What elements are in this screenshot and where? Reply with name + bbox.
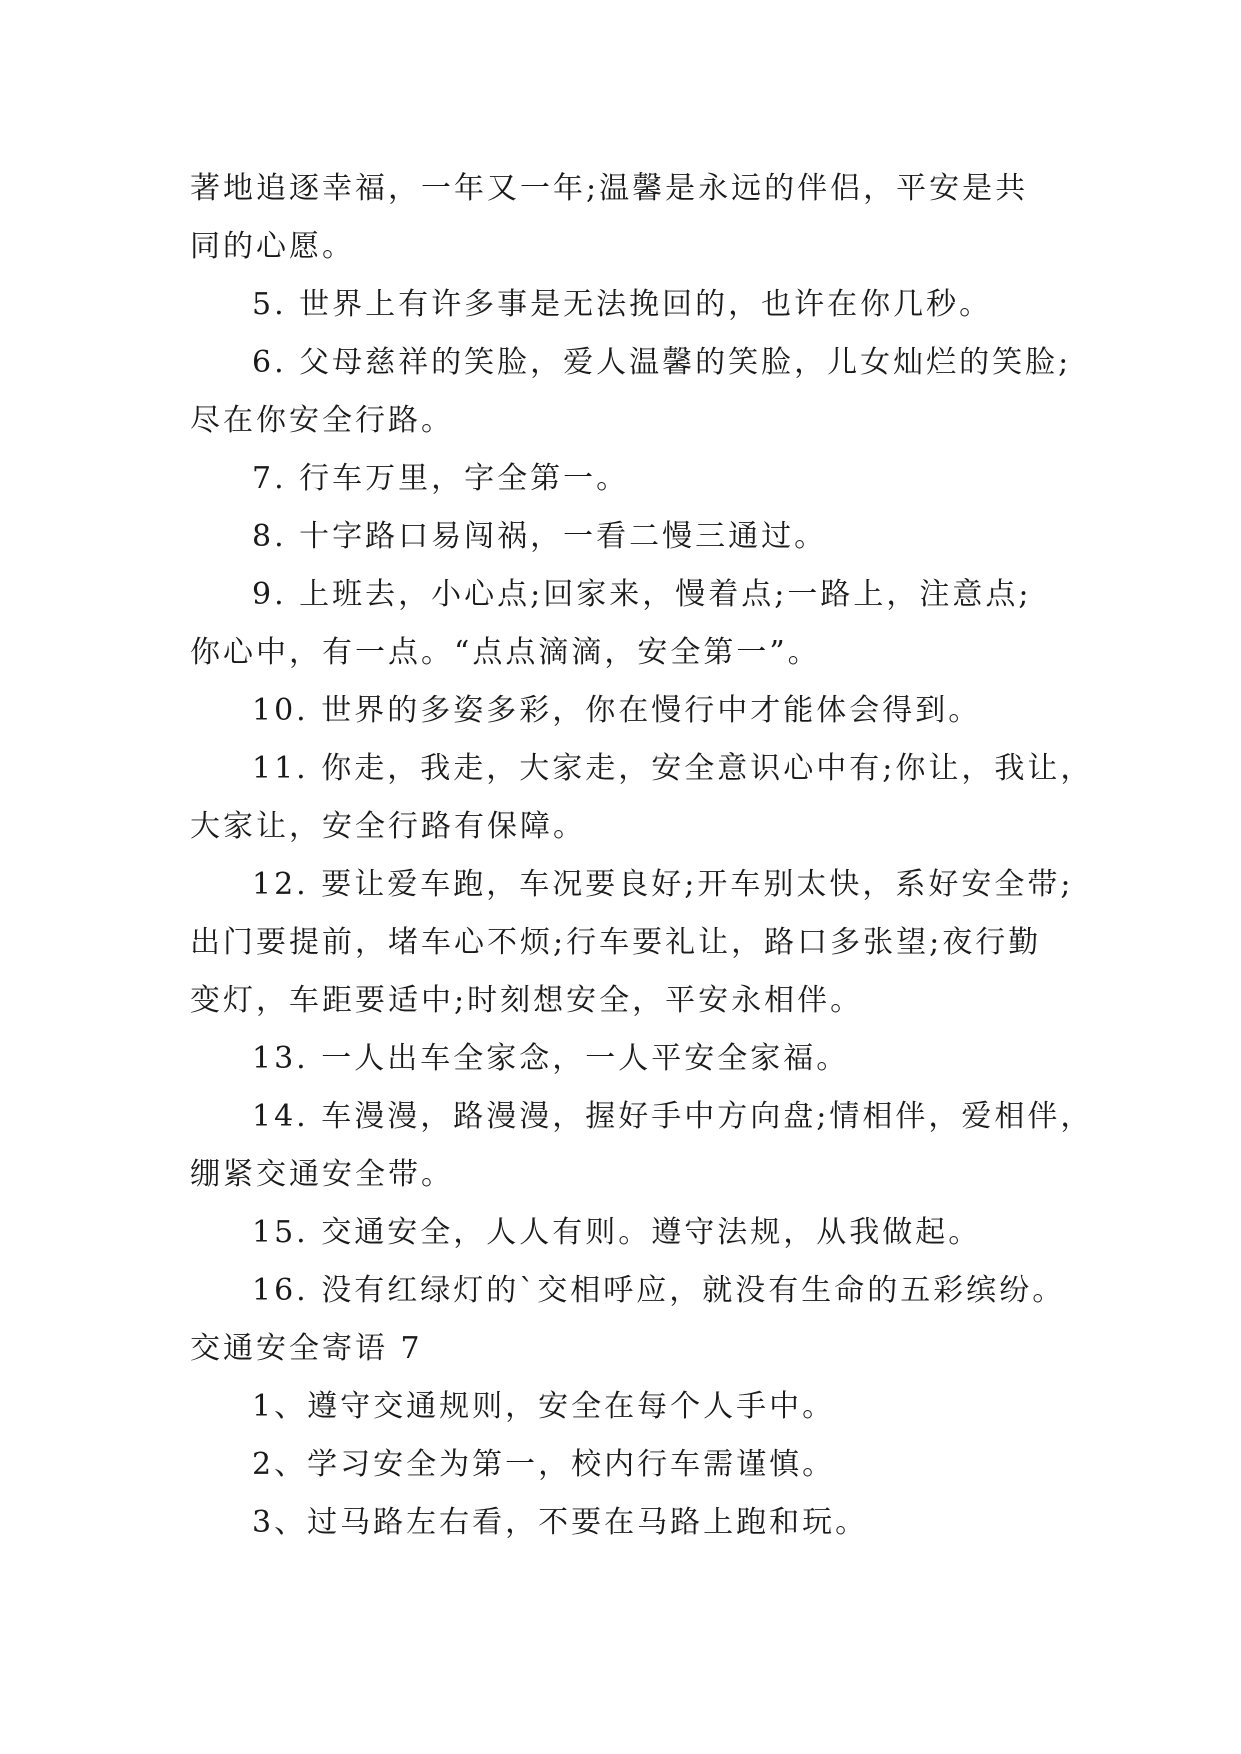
list-item-9: 9. 上班去，小心点;回家来，慢着点;一路上，注意点; — [252, 577, 1032, 612]
paragraph-continuation-line: 著地追逐幸福，一年又一年;温馨是永远的伴侣，平安是共 — [190, 171, 1029, 206]
section-heading: 交通安全寄语 7 — [190, 1331, 423, 1366]
list-item-5: 5. 世界上有许多事是无法挽回的，也许在你几秒。 — [252, 287, 993, 322]
list-item-9-continuation: 你心中，有一点。“点点滴滴，安全第一”。 — [190, 635, 821, 670]
list-item-12-continuation: 变灯，车距要适中;时刻想安全，平安永相伴。 — [190, 983, 864, 1018]
list-item-12: 12. 要让爱车跑，车况要良好;开车别太快，系好安全带; — [252, 867, 1074, 902]
list-item-7: 7. 行车万里，字全第一。 — [252, 461, 630, 496]
list-item-14-continuation: 绷紧交通安全带。 — [190, 1157, 454, 1192]
paragraph-continuation-line: 同的心愿。 — [190, 229, 355, 264]
list-item-11: 11. 你走，我走，大家走，安全意识心中有;你让，我让， — [252, 751, 1094, 786]
list-item-15: 15. 交通安全，人人有则。遵守法规，从我做起。 — [252, 1215, 982, 1250]
list-item-2: 2、学习安全为第一，校内行车需谨慎。 — [252, 1447, 836, 1482]
list-item-1: 1、遵守交通规则，安全在每个人手中。 — [252, 1389, 836, 1424]
list-item-10: 10. 世界的多姿多彩，你在慢行中才能体会得到。 — [252, 693, 982, 728]
list-item-3: 3、过马路左右看，不要在马路上跑和玩。 — [252, 1505, 869, 1540]
list-item-16: 16. 没有红绿灯的`交相呼应，就没有生命的五彩缤纷。 — [252, 1273, 1066, 1308]
list-item-11-continuation: 大家让，安全行路有保障。 — [190, 809, 586, 844]
document-body — [190, 160, 1094, 1552]
list-item-12-continuation: 出门要提前，堵车心不烦;行车要礼让，路口多张望;夜行勤 — [190, 925, 1042, 960]
list-item-13: 13. 一人出车全家念，一人平安全家福。 — [252, 1041, 850, 1076]
list-item-6-continuation: 尽在你安全行路。 — [190, 403, 454, 438]
list-item-6: 6. 父母慈祥的笑脸，爱人温馨的笑脸，儿女灿烂的笑脸; — [252, 345, 1072, 380]
list-item-14: 14. 车漫漫，路漫漫，握好手中方向盘;情相伴，爱相伴， — [252, 1099, 1094, 1134]
list-item-8: 8. 十字路口易闯祸，一看二慢三通过。 — [252, 519, 828, 554]
